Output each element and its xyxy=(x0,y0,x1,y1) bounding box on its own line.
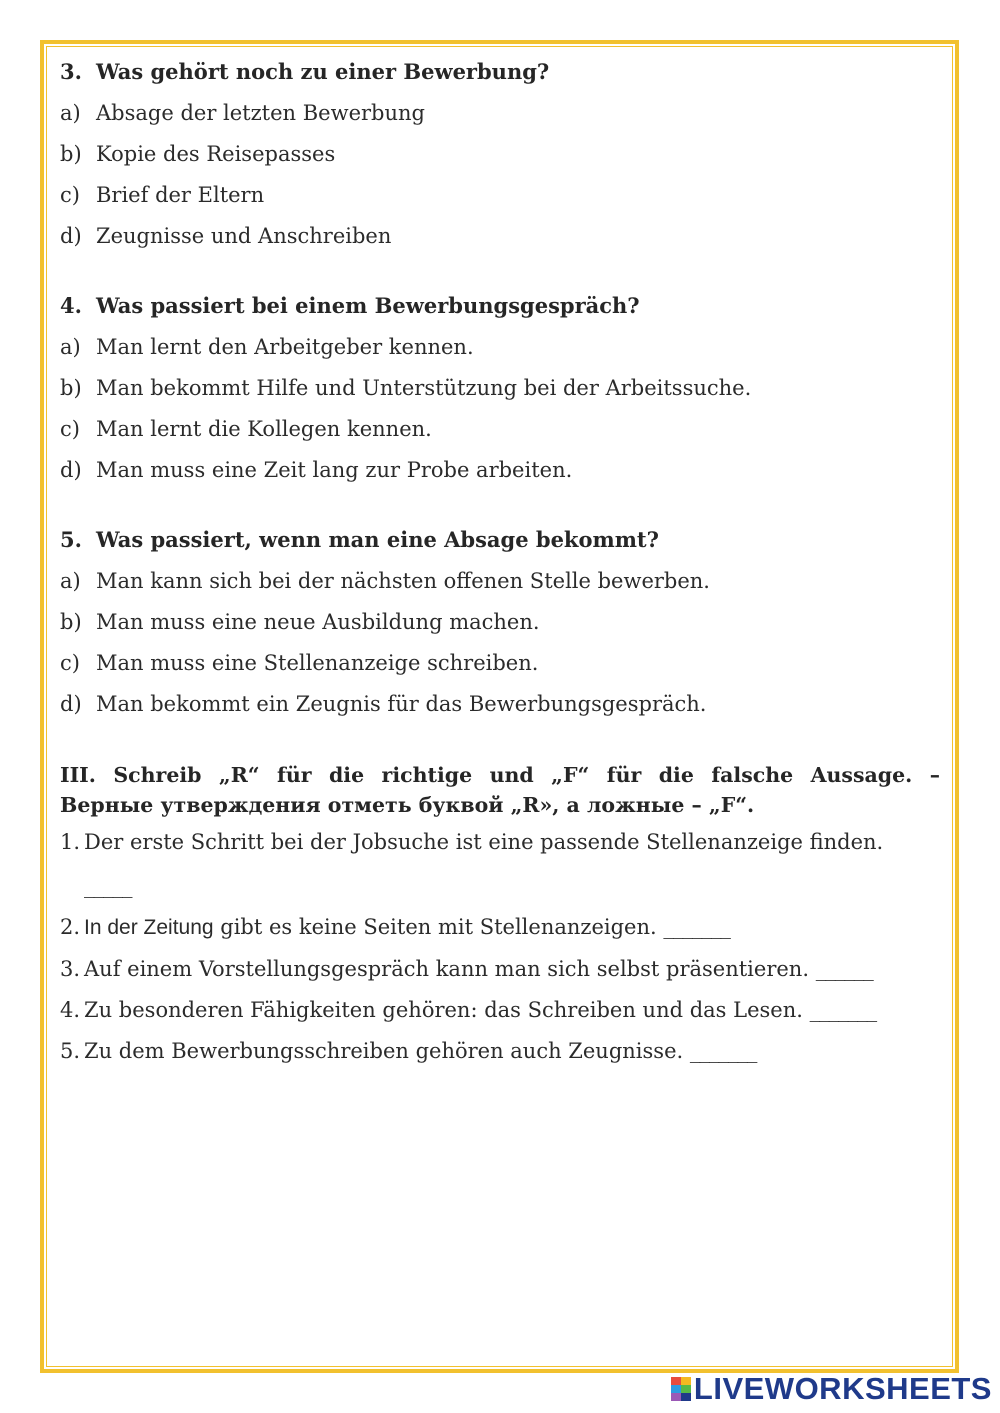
section-title-russian: Верные утверждения отметь буквой „R», а ложные – „F“. xyxy=(60,793,755,817)
option-text: Man bekommt Hilfe und Unterstützung bei der Arbeitssuche. xyxy=(96,376,752,400)
option-text: Kopie des Reisepasses xyxy=(96,142,336,166)
option-letter: b) xyxy=(60,376,82,400)
liveworksheets-logo[interactable] xyxy=(671,1371,992,1407)
statement-text: Zu besonderen Fähigkeiten gehören: das Schreiben und das Lesen. xyxy=(84,998,803,1022)
question-number: 3. xyxy=(60,59,82,84)
question-title xyxy=(60,292,940,320)
statement-number: 5. xyxy=(60,1039,81,1063)
answer-blank[interactable]: _______ xyxy=(689,1039,757,1063)
section-title-german: III. Schreib „R“ für die richtige und „F“ für die falsche Aussage. – xyxy=(60,763,940,787)
option-d[interactable] xyxy=(60,690,940,718)
option-b[interactable] xyxy=(60,374,940,402)
option-a[interactable] xyxy=(60,333,940,361)
option-d[interactable] xyxy=(60,222,940,250)
option-letter: c) xyxy=(60,183,80,207)
question-3 xyxy=(60,58,940,250)
option-b[interactable] xyxy=(60,140,940,168)
statement-number: 3. xyxy=(60,957,81,981)
option-text: Man bekommt ein Zeugnis für das Bewerbungsgespräch. xyxy=(96,692,707,716)
option-text: Man lernt den Arbeitgeber kennen. xyxy=(96,335,474,359)
statement-number: 4. xyxy=(60,998,81,1022)
question-title xyxy=(60,526,940,554)
answer-blank[interactable]: _______ xyxy=(663,915,730,939)
answer-blank[interactable]: ______ xyxy=(815,957,873,981)
option-d[interactable] xyxy=(60,456,940,484)
option-text: Man kann sich bei der nächsten offenen Stelle bewerben. xyxy=(96,569,710,593)
option-text: Man muss eine neue Ausbildung machen. xyxy=(96,610,540,634)
option-text: Man lernt die Kollegen kennen. xyxy=(96,417,432,441)
statement-text: Der erste Schritt bei der Jobsuche ist eine passende Stellenanzeige finden. xyxy=(84,830,884,854)
liveworksheets-logo-icon xyxy=(671,1377,691,1401)
option-letter: c) xyxy=(60,417,80,441)
option-b[interactable] xyxy=(60,608,940,636)
logo-icon-tile xyxy=(671,1377,681,1385)
statement-4 xyxy=(60,996,940,1024)
logo-icon-tile xyxy=(671,1385,681,1393)
logo-icon-tile xyxy=(681,1385,691,1393)
option-letter: d) xyxy=(60,458,82,482)
option-c[interactable] xyxy=(60,415,940,443)
statement-1 xyxy=(60,828,940,900)
question-text: Was passiert bei einem Bewerbungsgespräch? xyxy=(96,293,640,318)
option-letter: c) xyxy=(60,651,80,675)
statement-text-lead: In der Zeitung xyxy=(84,916,214,939)
answer-blank[interactable]: _____ xyxy=(84,874,132,898)
question-text: Was passiert, wenn man eine Absage bekommt? xyxy=(96,527,659,552)
option-text: Man muss eine Zeit lang zur Probe arbeiten. xyxy=(96,458,573,482)
logo-icon-tile xyxy=(681,1377,691,1385)
answer-blank[interactable]: _______ xyxy=(809,998,877,1022)
question-title xyxy=(60,58,940,86)
option-letter: d) xyxy=(60,224,82,248)
option-letter: d) xyxy=(60,692,82,716)
section-true-false xyxy=(60,760,940,1065)
statement-text: Auf einem Vorstellungsgespräch kann man sich selbst präsentieren. xyxy=(84,957,809,981)
statement-text: gibt es keine Seiten mit Stellenanzeigen. xyxy=(213,915,657,939)
option-text: Zeugnisse und Anschreiben xyxy=(96,224,392,248)
statement-5 xyxy=(60,1037,940,1065)
section-title xyxy=(60,760,940,820)
option-letter: a) xyxy=(60,335,81,359)
logo-icon-tile xyxy=(671,1393,681,1401)
worksheet-content xyxy=(60,58,940,1078)
logo-text: LIVEWORKSHEETS xyxy=(693,1371,992,1406)
statement-3 xyxy=(60,955,940,983)
option-text: Brief der Eltern xyxy=(96,183,265,207)
statement-number: 2. xyxy=(60,915,81,939)
option-text: Man muss eine Stellenanzeige schreiben. xyxy=(96,651,539,675)
option-letter: a) xyxy=(60,569,81,593)
option-c[interactable] xyxy=(60,649,940,677)
statement-text: Zu dem Bewerbungsschreiben gehören auch Zeugnisse. xyxy=(84,1039,684,1063)
logo-icon-tile xyxy=(681,1393,691,1401)
option-text: Absage der letzten Bewerbung xyxy=(96,101,425,125)
question-4 xyxy=(60,292,940,484)
option-letter: b) xyxy=(60,142,82,166)
option-a[interactable] xyxy=(60,567,940,595)
option-letter: a) xyxy=(60,101,81,125)
question-5 xyxy=(60,526,940,718)
question-number: 4. xyxy=(60,293,82,318)
option-c[interactable] xyxy=(60,181,940,209)
option-letter: b) xyxy=(60,610,82,634)
question-text: Was gehört noch zu einer Bewerbung? xyxy=(96,59,550,84)
option-a[interactable] xyxy=(60,99,940,127)
question-number: 5. xyxy=(60,527,82,552)
statement-number: 1. xyxy=(60,830,81,854)
statement-2 xyxy=(60,913,940,942)
